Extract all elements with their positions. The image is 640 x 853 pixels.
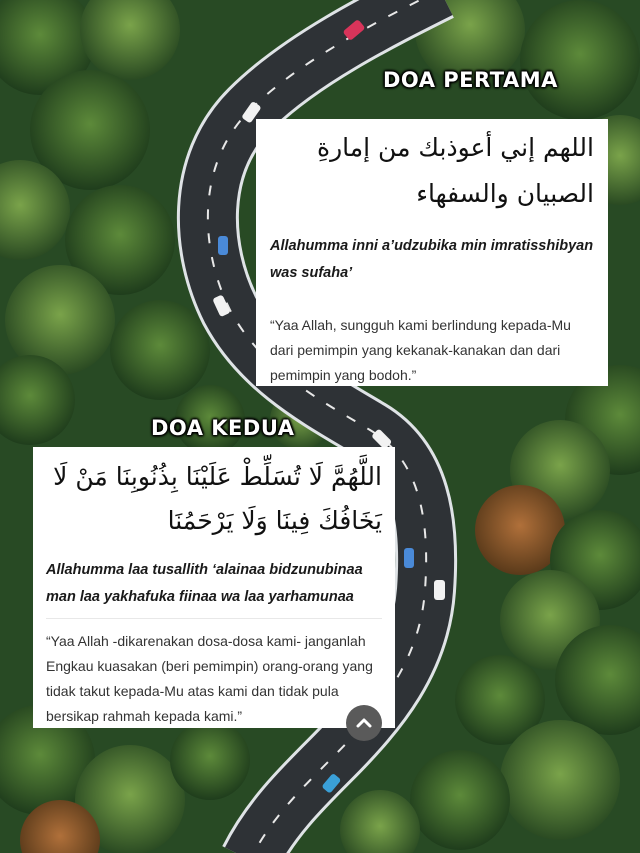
doa-kedua-heading: DOA KEDUA [151,416,295,440]
divider [46,618,382,619]
scroll-to-top-button[interactable] [346,705,382,741]
doa-kedua-card [33,447,395,728]
doa-pertama-arabic: اللهم إني أعوذبك من إمارةِ الصبيان والسفهاء [316,133,594,208]
doa-kedua-arabic: اللَّهُمَّ لَا تُسَلِّطْ عَلَيْنَا بِذُنُوبِنَا مَنْ لَا يَخَافُكَ فِينَا وَلَا يَرْحَمُنَا [53,462,382,535]
doa-pertama-card [256,119,608,386]
chevron-up-icon [355,714,373,732]
doa-kedua-meaning: “Yaa Allah -dikarenakan dosa-dosa kami- janganlah Engkau kuasakan (beri pemimpin) orang-orang yang tidak takut kepada-Mu atas kami dan tidak pula bersikap rahmah kepada kami.” [46,633,373,724]
doa-pertama-heading: DOA PERTAMA [383,68,558,92]
doa-kedua-transliteration: Allahumma laa tusallith ‘alainaa bidzunubinaa man laa yakhafuka fiinaa wa laa yarhamunaa [46,562,363,605]
doa-pertama-meaning: “Yaa Allah, sungguh kami berlindung kepada-Mu dari pemimpin yang kekanak-kanakan dan dari pemimpin yang bodoh.” [270,317,571,383]
doa-pertama-transliteration: Allahumma inni a’udzubika min imratisshibyan was sufaha’ [270,238,594,281]
